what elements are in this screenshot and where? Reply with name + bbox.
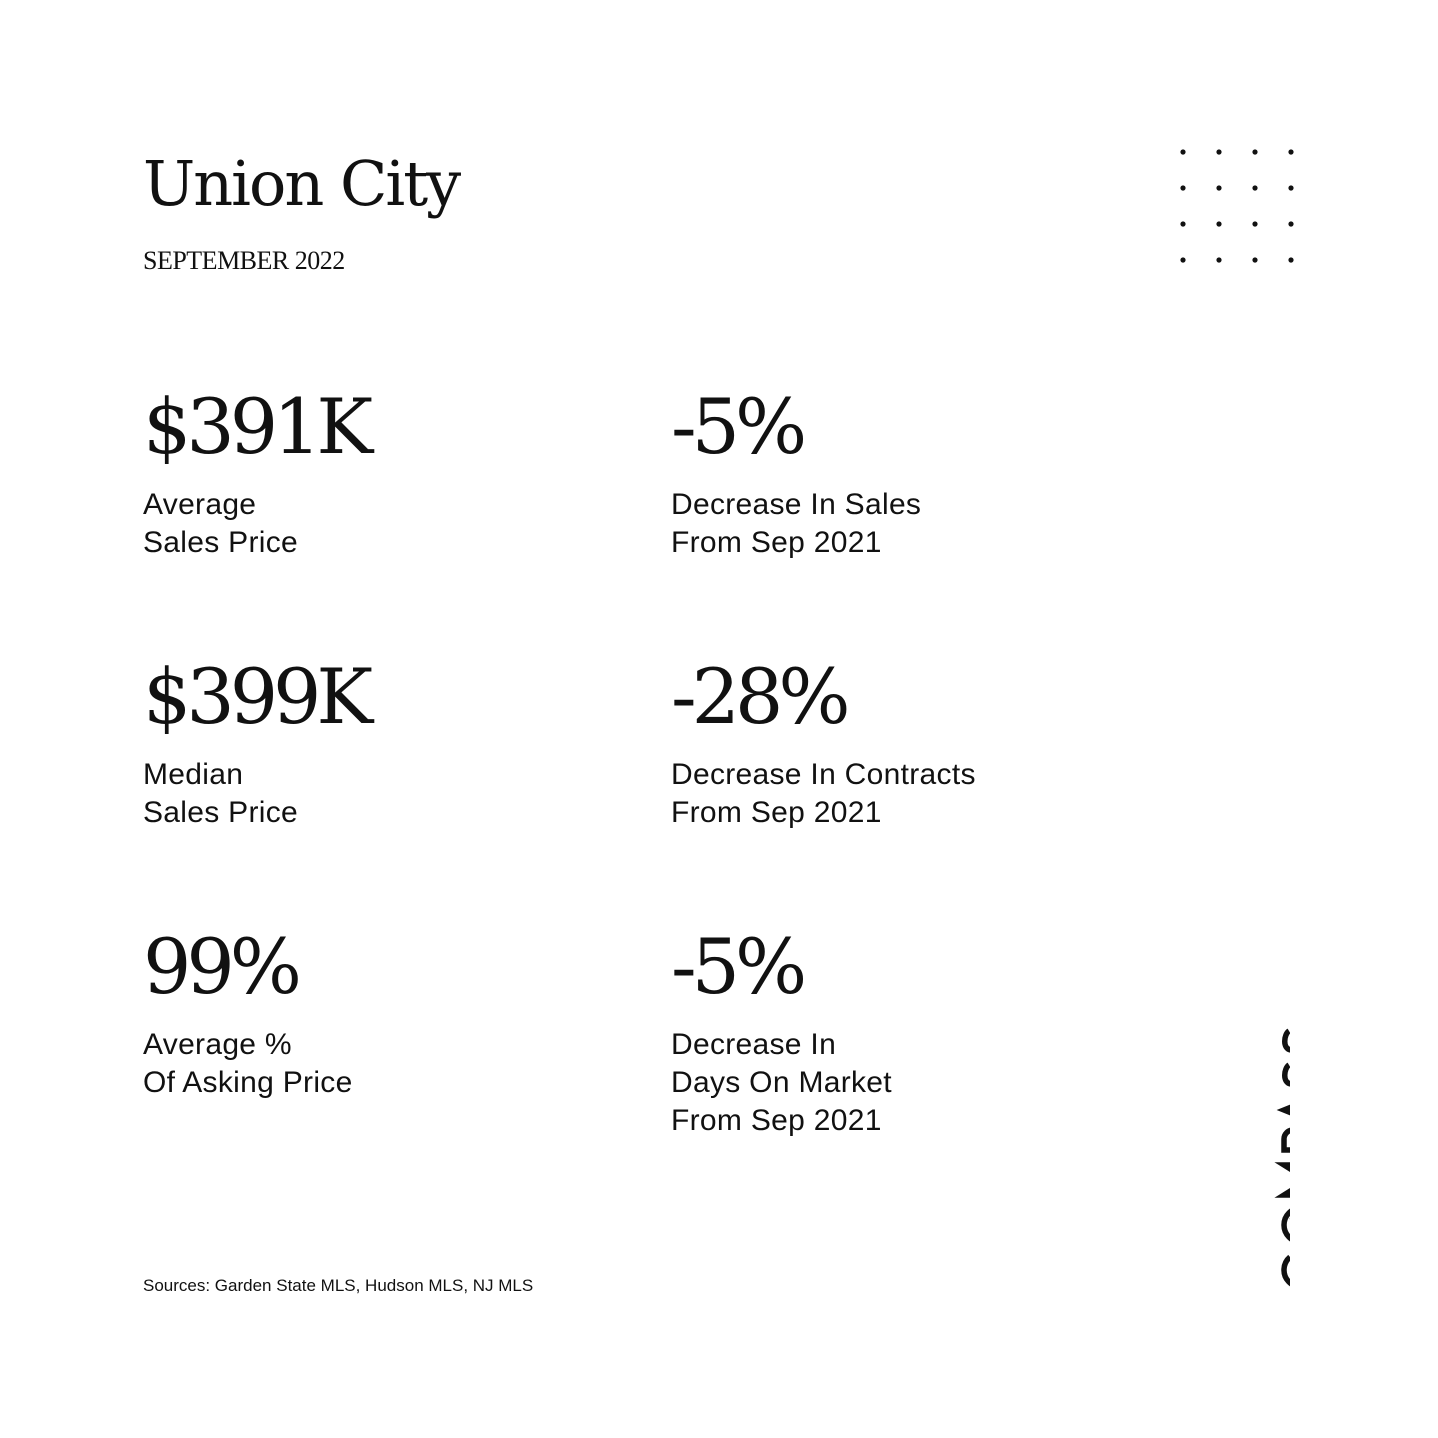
stat-median-sales-price	[143, 652, 369, 832]
page-title: Union City	[143, 147, 460, 220]
sources-note: Sources: Garden State MLS, Hudson MLS, NJ MLS	[143, 1276, 534, 1295]
stat-sales-change	[671, 382, 922, 562]
stat-label	[143, 756, 368, 832]
stat-label	[143, 486, 368, 562]
stat-label-line: Sales Price	[143, 526, 299, 559]
stat-label-line: Median	[143, 758, 244, 791]
stat-label-line: Sales Price	[143, 796, 299, 829]
stat-days-on-market-change	[671, 922, 892, 1140]
stat-average-sales-price	[143, 382, 369, 562]
stat-label	[671, 1026, 892, 1140]
stat-label-line: Average	[143, 488, 257, 521]
compass-logo	[1236, 955, 1290, 1295]
stat-label-line: From Sep 2021	[671, 796, 882, 829]
stat-label	[671, 756, 976, 832]
stat-label	[143, 1026, 353, 1102]
stat-label-line: Average %	[143, 1028, 292, 1061]
stat-value: -28%	[671, 652, 846, 741]
stat-value: -5%	[671, 922, 803, 1011]
stat-value: 99%	[143, 922, 297, 1011]
stat-value: -5%	[671, 382, 803, 471]
dot-grid-icon	[1180, 149, 1294, 263]
stat-contracts-change	[671, 652, 976, 832]
report-period: SEPTEMBER 2022	[143, 246, 345, 275]
stat-value: $399K	[143, 652, 369, 741]
stat-label-line: Days On Market	[671, 1066, 892, 1099]
stat-label-line: Decrease In	[671, 1028, 837, 1061]
stat-label	[671, 486, 921, 562]
stat-label-line: From Sep 2021	[671, 1104, 882, 1137]
stat-value: $391K	[143, 382, 369, 471]
stat-label-line: From Sep 2021	[671, 526, 882, 559]
stat-percent-of-asking	[143, 922, 353, 1102]
stat-label-line: Decrease In Sales	[671, 488, 922, 521]
stat-label-line: Decrease In Contracts	[671, 758, 976, 791]
stat-label-line: Of Asking Price	[143, 1066, 353, 1099]
